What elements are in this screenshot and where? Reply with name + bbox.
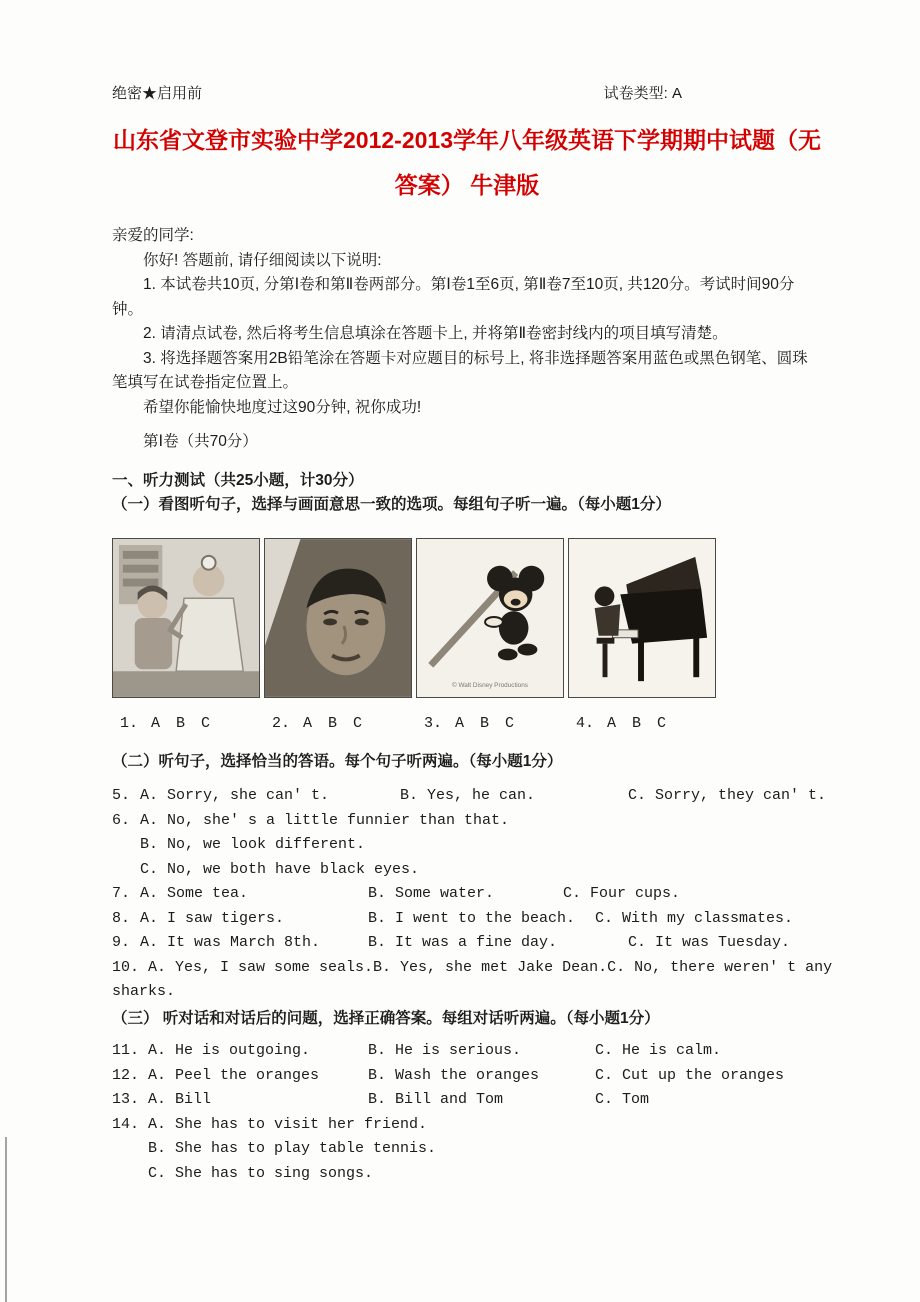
option-b: B. She has to play table tennis. bbox=[148, 1140, 437, 1157]
wish-line: 希望你能愉快地度过这90分钟, 祝你成功! bbox=[143, 398, 422, 416]
question-6-option-c-row bbox=[112, 858, 822, 883]
instruction-note-1: 1. 本试卷共10页, 分第Ⅰ卷和第Ⅱ卷两部分。第Ⅰ卷1至6页, 第Ⅱ卷7至10页, 共120分。考试时间90分钟。 bbox=[112, 276, 795, 318]
choice-a: A bbox=[455, 714, 465, 732]
paper-type-label: 试卷类型: A bbox=[603, 85, 682, 102]
picture-2-man-portrait bbox=[264, 538, 412, 698]
choice-a: A bbox=[151, 714, 161, 732]
choice-a: A bbox=[607, 714, 617, 732]
option-b: B. Some water. bbox=[368, 885, 495, 902]
option-c: C. No, we both have black eyes. bbox=[140, 860, 420, 878]
question-9 bbox=[112, 931, 822, 956]
question-number: 14. bbox=[112, 1115, 140, 1133]
listening-part2-instruction: （二）听句子，选择恰当的答语。每个句子听两遍。（每小题1分） bbox=[112, 752, 563, 770]
piano-player-illustration bbox=[569, 539, 715, 697]
option-c: C. Sorry, they can' t. bbox=[628, 787, 827, 804]
option-a: A. It was March 8th. bbox=[140, 934, 321, 951]
option-b: B. Wash the oranges bbox=[368, 1066, 540, 1084]
option-b: B. No, we look different. bbox=[140, 836, 366, 853]
question-number: 11. bbox=[112, 1042, 140, 1059]
choice-c: C bbox=[201, 714, 211, 732]
man-portrait-illustration bbox=[265, 539, 411, 697]
option-b: B. Yes, she met Jake Dean. bbox=[373, 958, 608, 976]
question-number: 13. bbox=[112, 1091, 140, 1108]
question-6 bbox=[112, 809, 822, 834]
picture-4-piano bbox=[568, 538, 716, 698]
question-7 bbox=[112, 882, 822, 907]
question-number: 10. bbox=[112, 958, 140, 976]
option-b: B. It was a fine day. bbox=[368, 934, 558, 951]
question-number: 12. bbox=[112, 1066, 140, 1084]
choice-a: A bbox=[303, 714, 313, 732]
option-a: A. No, she' s a little funnier than that. bbox=[140, 811, 510, 829]
choice-b: B bbox=[328, 714, 338, 732]
choice-b: B bbox=[632, 714, 642, 732]
doctor-patient-illustration bbox=[113, 539, 259, 697]
question-13 bbox=[112, 1088, 822, 1113]
option-a: A. He is outgoing. bbox=[148, 1042, 311, 1059]
scan-edge-artifact bbox=[5, 1137, 7, 1302]
question-12 bbox=[112, 1064, 822, 1089]
question-number: 7. bbox=[112, 885, 131, 902]
question-4-choices bbox=[568, 714, 716, 734]
option-c: C. Four cups. bbox=[563, 885, 681, 902]
option-c: C. Cut up the oranges bbox=[595, 1066, 785, 1084]
option-c: C. He is calm. bbox=[595, 1042, 722, 1059]
question-6-option-b-row bbox=[112, 833, 822, 858]
question-number: 5. bbox=[112, 787, 131, 804]
option-b: B. Bill and Tom bbox=[368, 1091, 504, 1108]
option-b: B. Yes, he can. bbox=[400, 787, 536, 804]
question-1-choices bbox=[112, 714, 260, 734]
choice-b: B bbox=[176, 714, 186, 732]
option-c-continued: sharks. bbox=[112, 983, 176, 1000]
listening-part1-instruction: （一）看图听句子，选择与画面意思一致的选项。每组句子听一遍。（每小题1分） bbox=[112, 496, 671, 513]
choice-c: C bbox=[353, 714, 363, 732]
paper-header bbox=[112, 84, 822, 104]
question-number: 4. bbox=[576, 714, 595, 732]
picture-1-doctor-scene bbox=[112, 538, 260, 698]
option-c: C. She has to sing songs. bbox=[148, 1164, 374, 1182]
option-a: A. Some tea. bbox=[140, 885, 249, 902]
security-classification-label: 绝密★启用前 bbox=[112, 85, 203, 102]
question-number: 9. bbox=[112, 934, 131, 951]
question-number: 2. bbox=[272, 714, 291, 732]
question-8 bbox=[112, 907, 822, 932]
option-b: B. I went to the beach. bbox=[368, 909, 576, 927]
option-a: A. Bill bbox=[148, 1091, 212, 1108]
question-10 bbox=[112, 956, 833, 981]
disney-caption: © Walt Disney Productions bbox=[451, 681, 529, 689]
listening-section-heading: 一、听力测试（共25小题，计30分） bbox=[112, 471, 364, 489]
choice-c: C bbox=[657, 714, 667, 732]
question-2-choices bbox=[264, 714, 412, 734]
listening-pictures-row bbox=[112, 538, 822, 698]
picture-3-mickey-mouse bbox=[416, 538, 564, 698]
question-14 bbox=[112, 1113, 822, 1138]
option-a: A. I saw tigers. bbox=[140, 909, 285, 927]
question-3-choices bbox=[416, 714, 564, 734]
question-11 bbox=[112, 1039, 822, 1064]
question-5 bbox=[112, 784, 827, 809]
question-10-option-c-wrap bbox=[112, 980, 822, 1005]
question-number: 3. bbox=[424, 714, 443, 732]
choice-c: C bbox=[505, 714, 515, 732]
question-number: 8. bbox=[112, 909, 131, 927]
option-a: A. Sorry, she can' t. bbox=[140, 787, 330, 804]
part1-volume-label: 第Ⅰ卷（共70分） bbox=[143, 433, 258, 450]
instruction-note-3: 3. 将选择题答案用2B铅笔涂在答题卡对应题目的标号上, 将非选择题答案用蓝色或黑色钢笔、圆珠笔填写在试卷指定位置上。 bbox=[112, 349, 808, 391]
picture-answer-choices-row bbox=[112, 714, 822, 734]
hello-line: 你好! 答题前, 请仔细阅读以下说明: bbox=[143, 251, 382, 269]
question-number: 1. bbox=[120, 714, 139, 732]
option-a: A. Yes, I saw some seals. bbox=[148, 958, 374, 976]
instruction-note-2: 2. 请清点试卷, 然后将考生信息填涂在答题卡上, 并将第Ⅱ卷密封线内的项目填写清楚。 bbox=[143, 325, 728, 342]
option-c: C. Tom bbox=[595, 1091, 650, 1108]
option-c: C. It was Tuesday. bbox=[628, 934, 791, 951]
option-c: C. With my classmates. bbox=[595, 909, 794, 927]
option-a: A. Peel the oranges bbox=[148, 1066, 320, 1084]
exam-title: 山东省文登市实验中学2012-2013学年八年级英语下学期期中试题（无答案） 牛津版 bbox=[113, 127, 821, 198]
option-c: C. No, there weren' t any bbox=[607, 958, 833, 976]
listening-part3-instruction: （三） 听对话和对话后的问题，选择正确答案。每组对话听两遍。（每小题1分） bbox=[112, 1009, 660, 1027]
option-b: B. He is serious. bbox=[368, 1042, 522, 1059]
question-14-option-c-row bbox=[112, 1162, 822, 1187]
option-a: A. She has to visit her friend. bbox=[148, 1115, 428, 1133]
mickey-mouse-illustration bbox=[417, 539, 563, 697]
question-14-option-b-row bbox=[112, 1137, 822, 1162]
question-number: 6. bbox=[112, 811, 131, 829]
greeting-line: 亲爱的同学: bbox=[112, 227, 194, 244]
choice-b: B bbox=[480, 714, 490, 732]
